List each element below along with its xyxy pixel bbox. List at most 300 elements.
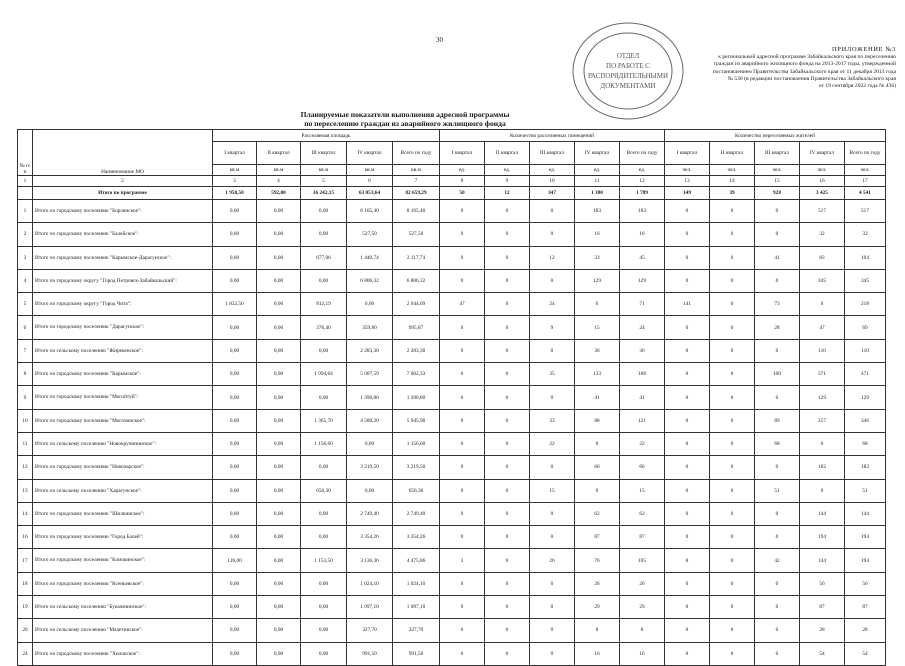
value-cell: 0 (440, 246, 485, 269)
value-cell: 0,00 (213, 479, 257, 502)
value-cell: 0 (440, 572, 485, 595)
value-cell: 0 (530, 502, 575, 525)
value-cell: 87 (575, 526, 620, 549)
value-cell: 0 (665, 246, 710, 269)
value-cell: 0 (485, 363, 530, 386)
value-cell: 0 (755, 269, 800, 292)
value-cell: 0 (530, 269, 575, 292)
value-cell: 4 580,20 (347, 409, 393, 432)
row-number-cell: 10 (18, 409, 33, 432)
row-name-cell: Итого по городскому поселению "Могочинское": (33, 409, 213, 432)
row-number-cell: 6 (18, 316, 33, 339)
svg-text:ПО РАБОТЕ С: ПО РАБОТЕ С (606, 62, 650, 70)
value-cell: 42 (755, 549, 800, 572)
subheader-cell: Всего по году (620, 142, 665, 165)
appendix-line: от 19 сентября 2022 года № 436) (818, 83, 896, 90)
value-cell: 22 (530, 432, 575, 455)
value-cell: 0 (800, 293, 845, 316)
value-cell: 0 (755, 572, 800, 595)
table-row (18, 339, 886, 362)
value-cell: 0,00 (301, 502, 347, 525)
subheader-cell: II квартал (710, 142, 755, 165)
value-cell: 0 (485, 200, 530, 223)
value-cell: 0 (710, 479, 755, 502)
column-number-cell: 11 (575, 176, 620, 187)
row-name-cell: Итого по программе (33, 187, 213, 200)
total-value-cell: 1 380 (575, 187, 620, 200)
row-name-cell: Итого по сельскому поселению "Малетинское": (33, 619, 213, 642)
value-cell: 168 (620, 363, 665, 386)
value-cell: 0,00 (257, 386, 301, 409)
row-number-cell: 14 (18, 502, 33, 525)
unit-cell: кв.м (213, 165, 257, 176)
value-cell: 8 (575, 619, 620, 642)
value-cell: 0 (440, 363, 485, 386)
value-cell: 0,00 (347, 479, 393, 502)
value-cell: 0 (575, 479, 620, 502)
value-cell: 0,00 (213, 246, 257, 269)
value-cell: 8 165,40 (347, 200, 393, 223)
table-row (18, 200, 886, 223)
value-cell: 0 (755, 526, 800, 549)
value-cell: 0 (665, 642, 710, 665)
total-value-cell: 149 (665, 187, 710, 200)
value-cell: 0 (485, 502, 530, 525)
value-cell: 87 (845, 596, 886, 619)
value-cell: 41 (575, 386, 620, 409)
value-cell: 9 (530, 316, 575, 339)
value-cell: 1 097,10 (347, 596, 393, 619)
value-cell: 0,00 (213, 619, 257, 642)
row-number-cell: 8 (18, 363, 33, 386)
value-cell: 121 (620, 409, 665, 432)
value-cell: 0 (440, 526, 485, 549)
value-cell: 0,00 (257, 293, 301, 316)
value-cell: 62 (620, 502, 665, 525)
value-cell: 0 (755, 456, 800, 479)
unit-cell: кв.м (393, 165, 440, 176)
value-cell: 0 (485, 432, 530, 455)
total-value-cell: 3 425 (800, 187, 845, 200)
row-name-cell: Итого по городскому поселению "Карымское": (33, 363, 213, 386)
subheader-cell: I квартал (213, 142, 257, 165)
value-cell: 0 (665, 316, 710, 339)
row-number-cell: 17 (18, 549, 33, 572)
value-cell: 4 475,86 (393, 549, 440, 572)
value-cell: 0 (440, 386, 485, 409)
value-cell: 0 (665, 572, 710, 595)
value-cell: 0 (665, 619, 710, 642)
column-number-cell: 15 (755, 176, 800, 187)
value-cell: 54 (800, 642, 845, 665)
value-cell: 0,00 (301, 596, 347, 619)
total-value-cell: 1 958,50 (213, 187, 257, 200)
subheader-cell: Всего по году (845, 142, 886, 165)
value-cell: 104 (845, 246, 886, 269)
value-cell: 83 (800, 246, 845, 269)
subheader-cell: III квартал (301, 142, 347, 165)
table-row (18, 572, 886, 595)
total-value-cell: 63 053,64 (347, 187, 393, 200)
value-cell: 527,50 (393, 223, 440, 246)
value-cell: 56 (800, 572, 845, 595)
value-cell: 183 (620, 200, 665, 223)
table-row (18, 386, 886, 409)
total-value-cell: 39 (710, 187, 755, 200)
value-cell: 257 (800, 409, 845, 432)
value-cell: 47 (800, 316, 845, 339)
value-cell: 345 (800, 269, 845, 292)
column-number-cell: 12 (620, 176, 665, 187)
value-cell: 47 (440, 293, 485, 316)
value-cell: 144 (845, 502, 886, 525)
value-cell: 0 (485, 293, 530, 316)
table-row (18, 526, 886, 549)
table-row (18, 432, 886, 455)
value-cell: 0 (440, 456, 485, 479)
table-row (18, 316, 886, 339)
value-cell: 100 (755, 363, 800, 386)
row-number-cell: 2 (18, 223, 33, 246)
value-cell: 0 (710, 293, 755, 316)
value-cell: 0,00 (213, 339, 257, 362)
value-cell: 0,00 (213, 200, 257, 223)
column-number-cell: 16 (800, 176, 845, 187)
value-cell: 2 749,40 (347, 502, 393, 525)
total-value-cell: 16 242,15 (301, 187, 347, 200)
value-cell: 0,00 (213, 432, 257, 455)
value-cell: 7 002,33 (393, 363, 440, 386)
value-cell: 66 (575, 456, 620, 479)
value-cell: 0 (665, 386, 710, 409)
row-name-cell: Итого по городскому поселению "Ксеньевское": (33, 572, 213, 595)
value-cell: 105 (620, 549, 665, 572)
value-cell: 0,00 (301, 269, 347, 292)
value-cell: 0 (800, 479, 845, 502)
value-cell: 1 153,50 (301, 549, 347, 572)
value-cell: 0 (530, 200, 575, 223)
row-number-cell: 18 (18, 572, 33, 595)
page-number: 30 (436, 36, 443, 44)
total-value-cell: 4 541 (845, 187, 886, 200)
value-cell: 0,00 (213, 456, 257, 479)
value-cell: 1 440,74 (347, 246, 393, 269)
subheader-cell: IV квартал (575, 142, 620, 165)
value-cell: 517 (845, 200, 886, 223)
row-number-cell (18, 187, 33, 200)
value-cell: 3 219,50 (393, 456, 440, 479)
value-cell: 0 (530, 572, 575, 595)
value-cell: 527,50 (347, 223, 393, 246)
value-cell: 5 007,59 (347, 363, 393, 386)
total-value-cell: 592,00 (257, 187, 301, 200)
unit-cell: ед. (440, 165, 485, 176)
value-cell: 0 (485, 316, 530, 339)
value-cell: 32 (845, 223, 886, 246)
value-cell: 0 (440, 596, 485, 619)
value-cell: 129 (800, 386, 845, 409)
value-cell: 0 (710, 409, 755, 432)
value-cell: 71 (620, 293, 665, 316)
table-row (18, 596, 886, 619)
value-cell: 0 (485, 339, 530, 362)
value-cell: 28 (800, 619, 845, 642)
value-cell: 0 (485, 596, 530, 619)
row-number-cell: 16 (18, 526, 33, 549)
value-cell: 141 (665, 293, 710, 316)
value-cell: 1 390,80 (393, 386, 440, 409)
value-cell: 0,00 (257, 572, 301, 595)
value-cell: 0 (440, 409, 485, 432)
value-cell: 133 (575, 363, 620, 386)
value-cell: 0,00 (301, 456, 347, 479)
value-cell: 22 (620, 432, 665, 455)
row-number-cell: 13 (18, 479, 33, 502)
value-cell: 0,00 (257, 502, 301, 525)
value-cell: 0 (440, 619, 485, 642)
subheader-cell: I квартал (440, 142, 485, 165)
value-cell: 76 (575, 549, 620, 572)
value-cell: 0 (665, 432, 710, 455)
row-name-cell: Итого по городскому поселению "Карымское-Дарасунское": (33, 246, 213, 269)
value-cell: 0,00 (257, 269, 301, 292)
value-cell: 8 (620, 619, 665, 642)
value-cell: 0 (710, 386, 755, 409)
total-row (18, 187, 886, 200)
value-cell: 35 (530, 363, 575, 386)
value-cell: 0,00 (347, 432, 393, 455)
value-cell: 0 (530, 619, 575, 642)
value-cell: 376,40 (301, 316, 347, 339)
value-cell: 0 (710, 502, 755, 525)
row-number-cell: 12 (18, 456, 33, 479)
row-name-cell: Итого по сельскому поселению "Новокручининское": (33, 432, 213, 455)
unit-cell: кв.м (347, 165, 393, 176)
value-cell: 33 (530, 409, 575, 432)
value-cell: 0 (710, 339, 755, 362)
value-cell: 0,00 (301, 200, 347, 223)
svg-text:РАСПОРЯДИТЕЛЬНЫМИ: РАСПОРЯДИТЕЛЬНЫМИ (587, 72, 669, 80)
value-cell: 194 (845, 549, 886, 572)
unit-cell: ед. (530, 165, 575, 176)
row-number-cell: 1 (18, 200, 33, 223)
value-cell: 129 (575, 269, 620, 292)
table-row (18, 456, 886, 479)
row-name-cell: Итого по городскому поселению "Город Балей": (33, 526, 213, 549)
value-cell: 0 (800, 432, 845, 455)
value-cell: 0 (485, 223, 530, 246)
value-cell: 0 (755, 619, 800, 642)
value-cell: 656,30 (393, 479, 440, 502)
row-number-cell: 9 (18, 386, 33, 409)
value-cell: 0,00 (257, 316, 301, 339)
subheader-cell: IV квартал (800, 142, 845, 165)
value-cell: 0,00 (213, 502, 257, 525)
value-cell: 0 (710, 526, 755, 549)
value-cell: 1 156,60 (301, 432, 347, 455)
unit-cell: чел. (755, 165, 800, 176)
value-cell: 0 (755, 642, 800, 665)
value-cell: 0,00 (213, 572, 257, 595)
value-cell: 0 (755, 386, 800, 409)
appendix-note (600, 46, 896, 90)
group-area-header: Расселяемая площадь (213, 130, 440, 142)
value-cell: 2 283,30 (347, 339, 393, 362)
unit-cell: чел. (665, 165, 710, 176)
value-cell: 68 (845, 432, 886, 455)
total-value-cell: 928 (755, 187, 800, 200)
value-cell: 0,00 (257, 246, 301, 269)
table-row (18, 363, 886, 386)
row-name-cell: Итого по городскому округу "Город Чита": (33, 293, 213, 316)
row-number-cell: 20 (18, 619, 33, 642)
value-cell: 0,00 (301, 572, 347, 595)
value-cell: 26 (575, 572, 620, 595)
value-cell: 0,00 (301, 339, 347, 362)
value-cell: 110 (845, 339, 886, 362)
value-cell: 0,00 (301, 619, 347, 642)
value-cell: 1 097,10 (393, 596, 440, 619)
unit-cell: чел. (845, 165, 886, 176)
value-cell: 12 (530, 246, 575, 269)
value-cell: 56 (845, 572, 886, 595)
value-cell: 1 994,64 (301, 363, 347, 386)
value-cell: 0 (485, 246, 530, 269)
value-cell: 0,00 (257, 363, 301, 386)
column-number-cell: 2 (33, 176, 213, 187)
column-number-cell: 14 (710, 176, 755, 187)
subheader-cell: Всего по году (393, 142, 440, 165)
value-cell: 0 (710, 223, 755, 246)
value-cell: 16 (620, 223, 665, 246)
subheader-cell: II квартал (257, 142, 301, 165)
value-cell: 0,00 (257, 339, 301, 362)
value-cell: 1 024,10 (347, 572, 393, 595)
value-cell: 0,00 (257, 200, 301, 223)
row-name-cell: Итого по городскому поселению "Борзинское": (33, 200, 213, 223)
table-row (18, 549, 886, 572)
value-cell: 0 (665, 409, 710, 432)
value-cell: 183 (575, 200, 620, 223)
svg-text:ДОКУМЕНТАМИ: ДОКУМЕНТАМИ (600, 82, 656, 90)
table-row (18, 619, 886, 642)
value-cell: 87 (620, 526, 665, 549)
value-cell: 2 117,74 (393, 246, 440, 269)
value-cell: 110 (800, 339, 845, 362)
value-cell: 126,00 (213, 549, 257, 572)
value-cell: 2 283,30 (393, 339, 440, 362)
value-cell: 68 (755, 432, 800, 455)
value-cell: 0,00 (213, 409, 257, 432)
value-cell: 36 (575, 339, 620, 362)
value-cell: 0 (710, 363, 755, 386)
row-name-cell: Итого по городскому поселению "Могойтуй": (33, 386, 213, 409)
value-cell: 26 (530, 549, 575, 572)
value-cell: 0 (530, 339, 575, 362)
unit-cell: ед. (485, 165, 530, 176)
value-cell: 16 (575, 642, 620, 665)
col-no-header: № п/п (18, 130, 33, 176)
value-cell: 991,50 (393, 642, 440, 665)
value-cell: 51 (845, 479, 886, 502)
value-cell: 41 (755, 246, 800, 269)
total-value-cell: 50 (440, 187, 485, 200)
table-row (18, 479, 886, 502)
svg-text:ОТДЕЛ: ОТДЕЛ (616, 52, 640, 60)
value-cell: 0,00 (213, 363, 257, 386)
value-cell: 144 (800, 549, 845, 572)
value-cell: 0,00 (213, 596, 257, 619)
document-title (240, 110, 570, 128)
value-cell: 3 354,26 (347, 526, 393, 549)
value-cell: 0 (440, 502, 485, 525)
unit-cell: кв.м (301, 165, 347, 176)
column-number-cell: 13 (665, 176, 710, 187)
value-cell: 0,00 (257, 432, 301, 455)
value-cell: 0,00 (301, 526, 347, 549)
value-cell: 3 219,50 (347, 456, 393, 479)
value-cell: 0,00 (213, 386, 257, 409)
row-number-cell: 4 (18, 269, 33, 292)
value-cell: 62 (575, 502, 620, 525)
value-cell: 0 (710, 316, 755, 339)
value-cell: 0,00 (257, 619, 301, 642)
value-cell: 45 (620, 246, 665, 269)
row-number-cell: 3 (18, 246, 33, 269)
value-cell: 15 (530, 479, 575, 502)
unit-cell: чел. (710, 165, 755, 176)
value-cell: 51 (755, 479, 800, 502)
value-cell: 371 (800, 363, 845, 386)
total-value-cell: 12 (485, 187, 530, 200)
value-cell: 3 354,26 (393, 526, 440, 549)
value-cell: 0 (485, 479, 530, 502)
value-cell: 0 (710, 432, 755, 455)
subheader-cell: II квартал (485, 142, 530, 165)
value-cell: 0 (665, 200, 710, 223)
value-cell: 3 136,36 (347, 549, 393, 572)
value-cell: 345 (845, 269, 886, 292)
value-cell: 8 (665, 549, 710, 572)
value-cell: 6 806,32 (393, 269, 440, 292)
value-cell: 0 (530, 223, 575, 246)
value-cell: 656,30 (301, 479, 347, 502)
value-cell: 0 (485, 572, 530, 595)
table-row (18, 269, 886, 292)
unit-cell: кв.м (257, 165, 301, 176)
appendix-heading: ПРИЛОЖЕНИЕ №3 (832, 46, 896, 53)
value-cell: 0 (665, 596, 710, 619)
value-cell: 182 (800, 456, 845, 479)
appendix-line: граждан из аварийного жилищного фонда на 2013-2017 годы, утвержденной (713, 61, 896, 68)
value-cell: 0 (485, 409, 530, 432)
table-row (18, 293, 886, 316)
total-value-cell: 82 659,29 (393, 187, 440, 200)
value-cell: 1 832,50 (213, 293, 257, 316)
value-cell: 0 (575, 293, 620, 316)
value-cell: 0 (440, 432, 485, 455)
row-name-cell: Итого по сельскому поселению "Жирекенское": (33, 339, 213, 362)
value-cell: 0 (440, 200, 485, 223)
value-cell: 41 (620, 386, 665, 409)
value-cell: 346 (845, 409, 886, 432)
value-cell: 0 (665, 223, 710, 246)
value-cell: 0,00 (213, 526, 257, 549)
value-cell: 6 806,32 (347, 269, 393, 292)
value-cell: 0,00 (257, 479, 301, 502)
value-cell: 0 (485, 619, 530, 642)
unit-cell: ед. (575, 165, 620, 176)
